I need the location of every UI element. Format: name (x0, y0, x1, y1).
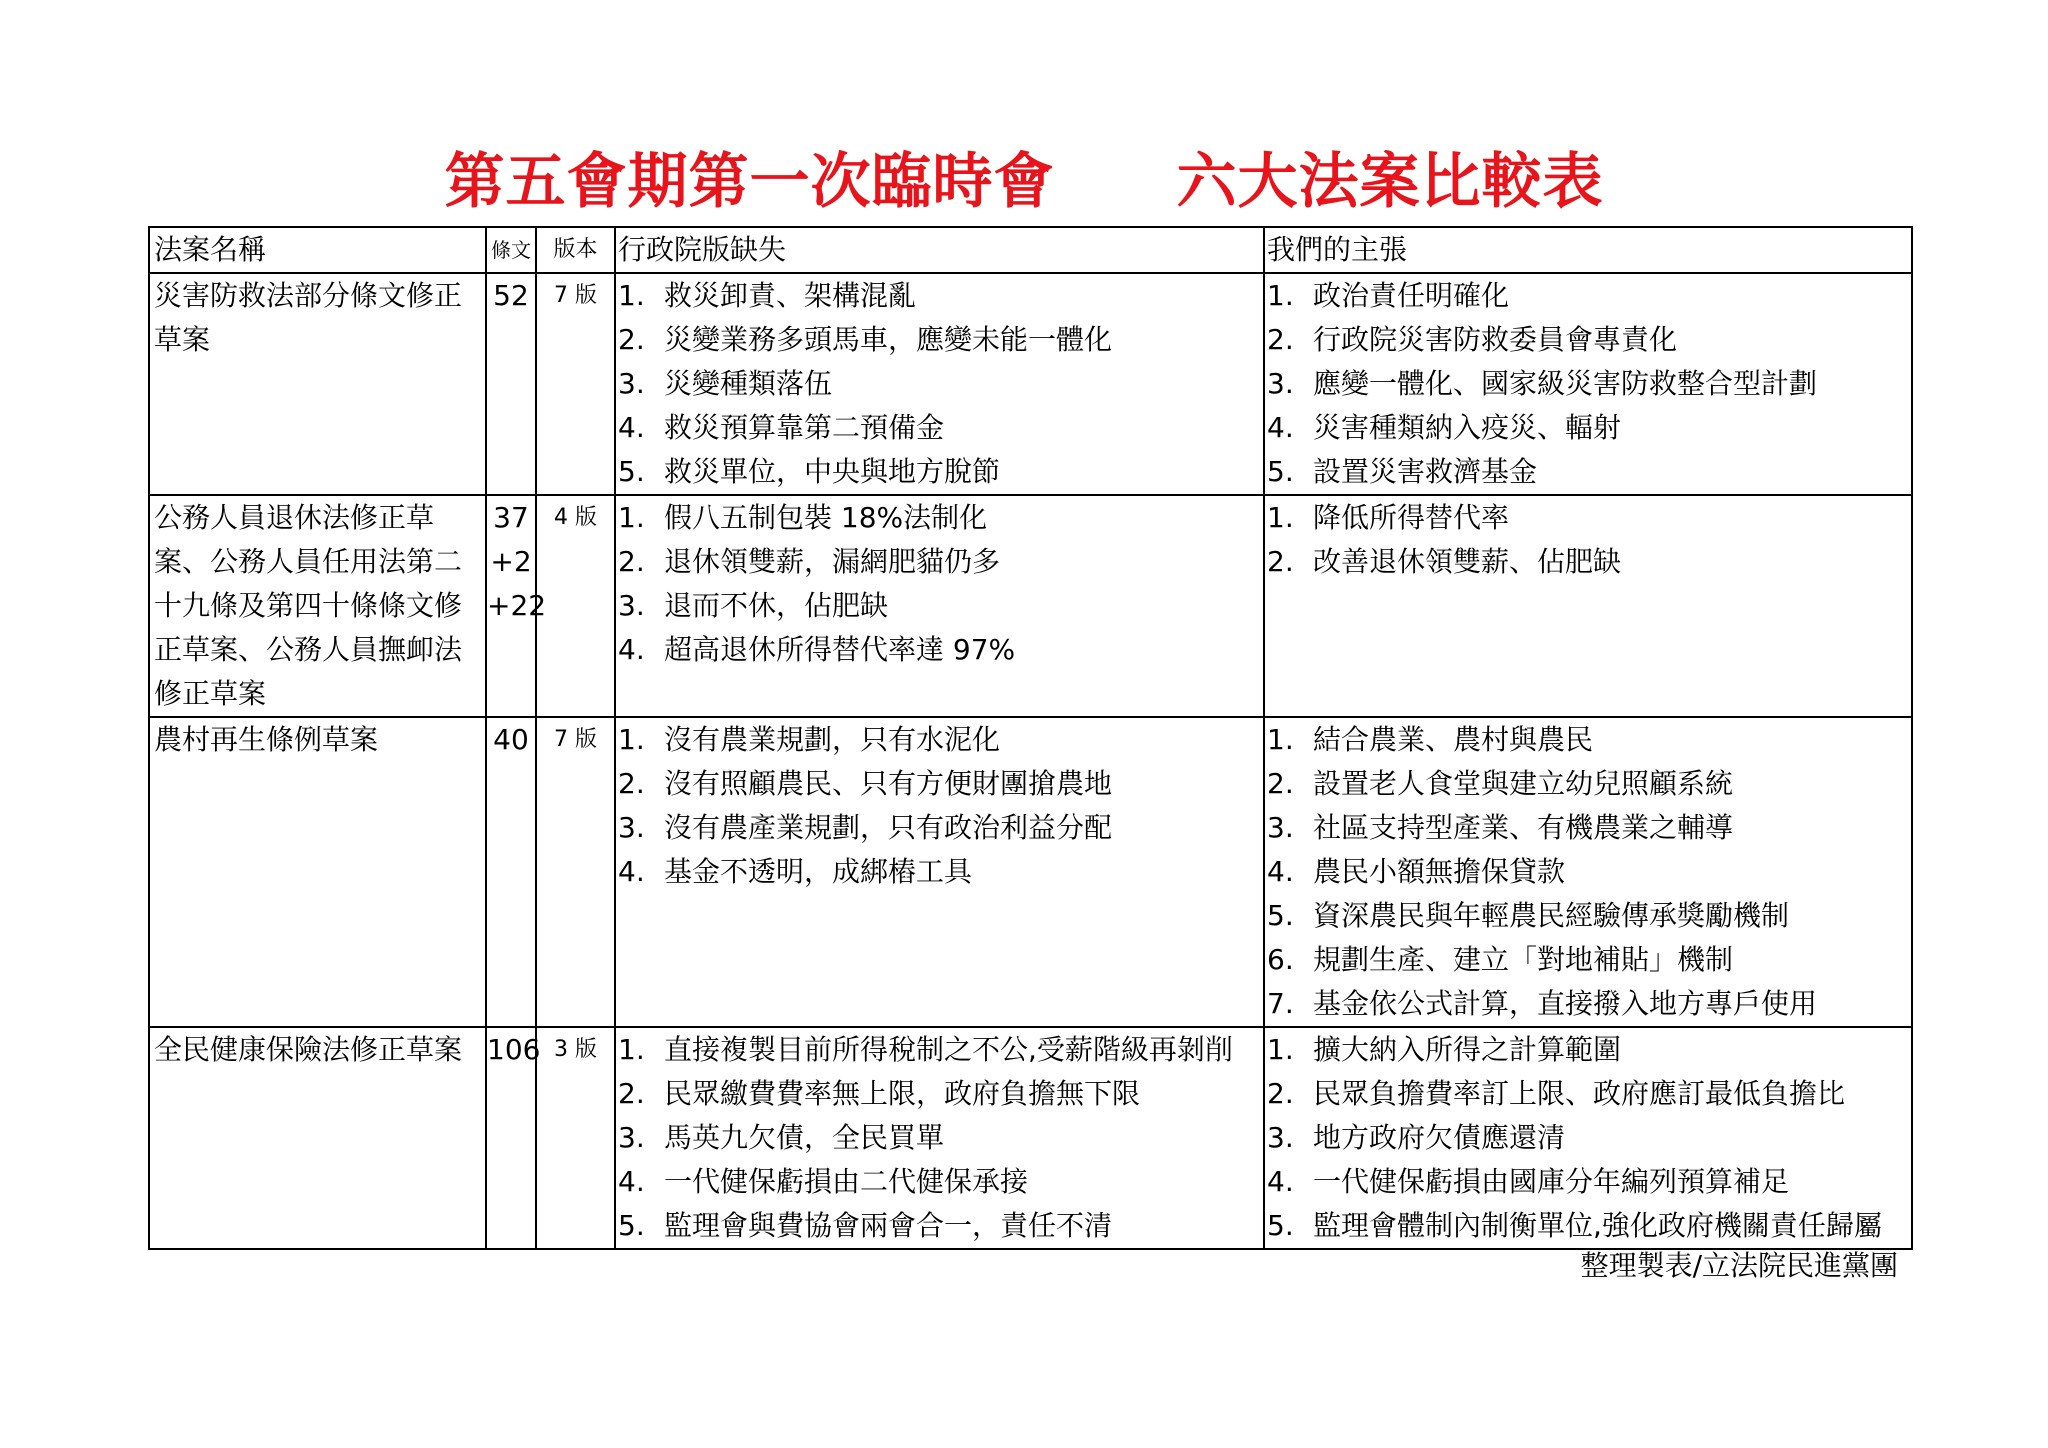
list-item (616, 1160, 1263, 1204)
item-text: 救災卸責、架構混亂 (664, 279, 917, 312)
item-text: 擴大納入所得之計算範圍 (1313, 1033, 1622, 1066)
list-item (616, 1072, 1263, 1116)
list-item (1265, 982, 1911, 1026)
item-text: 監理會與費協會兩會合一，責任不清 (664, 1209, 1113, 1242)
item-text: 超高退休所得替代率達 97% (664, 633, 1016, 666)
item-text: 假八五制包裝 18%法制化 (664, 501, 988, 534)
list-item (616, 850, 1263, 894)
item-text: 災害種類納入疫災、輻射 (1313, 411, 1622, 444)
item-number: 4. (1267, 855, 1294, 888)
item-number: 4. (618, 411, 645, 444)
item-number: 3. (618, 811, 645, 844)
executive-flaws-list (615, 1027, 1264, 1249)
item-text: 降低所得替代率 (1313, 501, 1510, 534)
item-number: 7. (1267, 987, 1294, 1020)
item-number: 3. (1267, 811, 1294, 844)
item-text: 行政院災害防救委員會專責化 (1313, 323, 1678, 356)
table-row (149, 1027, 1912, 1249)
item-text: 社區支持型產業、有機農業之輔導 (1313, 811, 1734, 844)
list-item (616, 274, 1263, 318)
article-count (486, 495, 547, 717)
item-number: 2. (1267, 323, 1294, 356)
item-number: 2. (618, 323, 645, 356)
our-proposals-list (1264, 717, 1912, 1027)
header-our-proposals: 我們的主張 (1264, 227, 1912, 273)
header-executive-flaws: 行政院版缺失 (615, 227, 1264, 273)
item-text: 救災單位，中央與地方脫節 (664, 455, 1001, 488)
item-number: 4. (1267, 411, 1294, 444)
item-text: 監理會體制內制衡單位,強化政府機關責任歸屬 (1313, 1209, 1882, 1242)
article-count (486, 1027, 541, 1249)
item-number: 2. (618, 767, 645, 800)
item-number: 1. (618, 723, 645, 756)
item-text: 直接複製目前所得稅制之不公,受薪階級再剝削 (664, 1033, 1233, 1066)
executive-flaws-list (615, 495, 1264, 717)
item-text: 基金依公式計算，直接撥入地方專戶使用 (1313, 987, 1818, 1020)
list-item (1265, 450, 1911, 494)
list-item (1265, 850, 1911, 894)
list-item (1265, 1116, 1911, 1160)
list-item (616, 762, 1263, 806)
header-articles: 條文 (486, 227, 536, 273)
item-text: 農民小額無擔保貸款 (1313, 855, 1566, 888)
item-text: 災變業務多頭馬車，應變未能一體化 (664, 323, 1113, 356)
item-number: 1. (618, 279, 645, 312)
item-text: 沒有農業規劃，只有水泥化 (664, 723, 1001, 756)
item-number: 2. (618, 545, 645, 578)
item-number: 5. (1267, 1209, 1294, 1242)
item-text: 地方政府欠債應還清 (1313, 1121, 1566, 1154)
header-version: 版本 (536, 227, 615, 273)
version-count: 7 版 (536, 273, 615, 495)
version-count: 4 版 (536, 495, 615, 717)
item-text: 災變種類落伍 (664, 367, 833, 400)
list-item (1265, 894, 1911, 938)
executive-flaws-list (615, 717, 1264, 1027)
article-count-value: 37 (493, 501, 529, 534)
table-header-row (149, 227, 1912, 273)
item-text: 設置老人食堂與建立幼兒照顧系統 (1313, 767, 1734, 800)
article-count (486, 273, 536, 495)
item-text: 退而不休，佔肥缺 (664, 589, 889, 622)
bill-name: 全民健康保險法修正草案 (149, 1027, 486, 1249)
item-number: 3. (618, 367, 645, 400)
list-item (1265, 318, 1911, 362)
list-item (616, 628, 1263, 672)
list-item (616, 1116, 1263, 1160)
table-row (149, 273, 1912, 495)
item-text: 基金不透明，成綁樁工具 (664, 855, 973, 888)
list-item (616, 1028, 1263, 1072)
item-number: 5. (618, 455, 645, 488)
item-number: 3. (618, 1121, 645, 1154)
list-item (1265, 718, 1911, 762)
item-text: 政治責任明確化 (1313, 279, 1510, 312)
compiler-credit: 整理製表/立法院民進黨團 (1580, 1249, 1898, 1282)
bill-name: 農村再生條例草案 (149, 717, 486, 1027)
item-text: 民眾繳費費率無上限，政府負擔無下限 (664, 1077, 1141, 1110)
item-text: 資深農民與年輕農民經驗傳承獎勵機制 (1313, 899, 1790, 932)
list-item (616, 318, 1263, 362)
item-text: 救災預算靠第二預備金 (664, 411, 945, 444)
item-number: 5. (1267, 455, 1294, 488)
list-item (1265, 938, 1911, 982)
item-number: 1. (1267, 723, 1294, 756)
item-text: 民眾負擔費率訂上限、政府應訂最低負擔比 (1313, 1077, 1846, 1110)
item-number: 1. (618, 1033, 645, 1066)
list-item (616, 496, 1263, 540)
bill-name: 公務人員退休法修正草案、公務人員任用法第二十九條及第四十條條文修正草案、公務人員撫卹法修正草案 (149, 495, 486, 717)
item-text: 沒有照顧農民、只有方便財團搶農地 (664, 767, 1113, 800)
list-item (1265, 362, 1911, 406)
item-number: 2. (1267, 1077, 1294, 1110)
item-number: 1. (1267, 1033, 1294, 1066)
our-proposals-list (1264, 495, 1912, 717)
item-number: 2. (1267, 767, 1294, 800)
article-count-value: 52 (493, 279, 529, 312)
item-number: 1. (1267, 279, 1294, 312)
article-count-value: 106 (487, 1033, 541, 1066)
item-text: 一代健保虧損由國庫分年編列預算補足 (1313, 1165, 1790, 1198)
article-count-value: +22 (487, 589, 547, 622)
item-number: 4. (618, 855, 645, 888)
bill-name: 災害防救法部分條文修正草案 (149, 273, 486, 495)
version-count: 7 版 (536, 717, 615, 1027)
item-number: 5. (618, 1209, 645, 1242)
list-item (616, 540, 1263, 584)
list-item (616, 806, 1263, 850)
item-text: 規劃生產、建立「對地補貼」機制 (1313, 943, 1734, 976)
item-text: 馬英九欠債，全民買單 (664, 1121, 945, 1154)
list-item (1265, 406, 1911, 450)
item-number: 3. (618, 589, 645, 622)
item-number: 1. (618, 501, 645, 534)
list-item (616, 362, 1263, 406)
list-item (1265, 1204, 1911, 1248)
item-number: 3. (1267, 367, 1294, 400)
item-text: 改善退休領雙薪、佔肥缺 (1313, 545, 1622, 578)
list-item (616, 584, 1263, 628)
item-number: 5. (1267, 899, 1294, 932)
item-number: 1. (1267, 501, 1294, 534)
our-proposals-list (1264, 273, 1912, 495)
list-item (616, 450, 1263, 494)
item-number: 4. (618, 633, 645, 666)
list-item (1265, 1160, 1911, 1204)
item-number: 6. (1267, 943, 1294, 976)
document-title: 第五會期第一次臨時會 六大法案比較表 (444, 147, 1604, 217)
version-count: 3 版 (536, 1027, 615, 1249)
table-row (149, 495, 1912, 717)
our-proposals-list (1264, 1027, 1912, 1249)
item-number: 3. (1267, 1121, 1294, 1154)
item-number: 4. (618, 1165, 645, 1198)
list-item (616, 406, 1263, 450)
comparison-table (148, 226, 1913, 1250)
article-count (486, 717, 536, 1027)
table-row (149, 717, 1912, 1027)
list-item (616, 718, 1263, 762)
item-text: 設置災害救濟基金 (1313, 455, 1538, 488)
list-item (1265, 806, 1911, 850)
list-item (1265, 540, 1911, 584)
list-item (1265, 1028, 1911, 1072)
item-text: 應變一體化、國家級災害防救整合型計劃 (1313, 367, 1818, 400)
list-item (616, 1204, 1263, 1248)
item-number: 2. (1267, 545, 1294, 578)
item-text: 退休領雙薪，漏網肥貓仍多 (664, 545, 1001, 578)
article-count-value: +2 (490, 545, 532, 578)
list-item (1265, 762, 1911, 806)
executive-flaws-list (615, 273, 1264, 495)
article-count-value: 40 (493, 723, 529, 756)
header-bill-name: 法案名稱 (149, 227, 486, 273)
list-item (1265, 496, 1911, 540)
item-text: 沒有農產業規劃，只有政治利益分配 (664, 811, 1113, 844)
item-text: 一代健保虧損由二代健保承接 (664, 1165, 1029, 1198)
item-number: 4. (1267, 1165, 1294, 1198)
list-item (1265, 274, 1911, 318)
list-item (1265, 1072, 1911, 1116)
item-number: 2. (618, 1077, 645, 1110)
item-text: 結合農業、農村與農民 (1313, 723, 1594, 756)
